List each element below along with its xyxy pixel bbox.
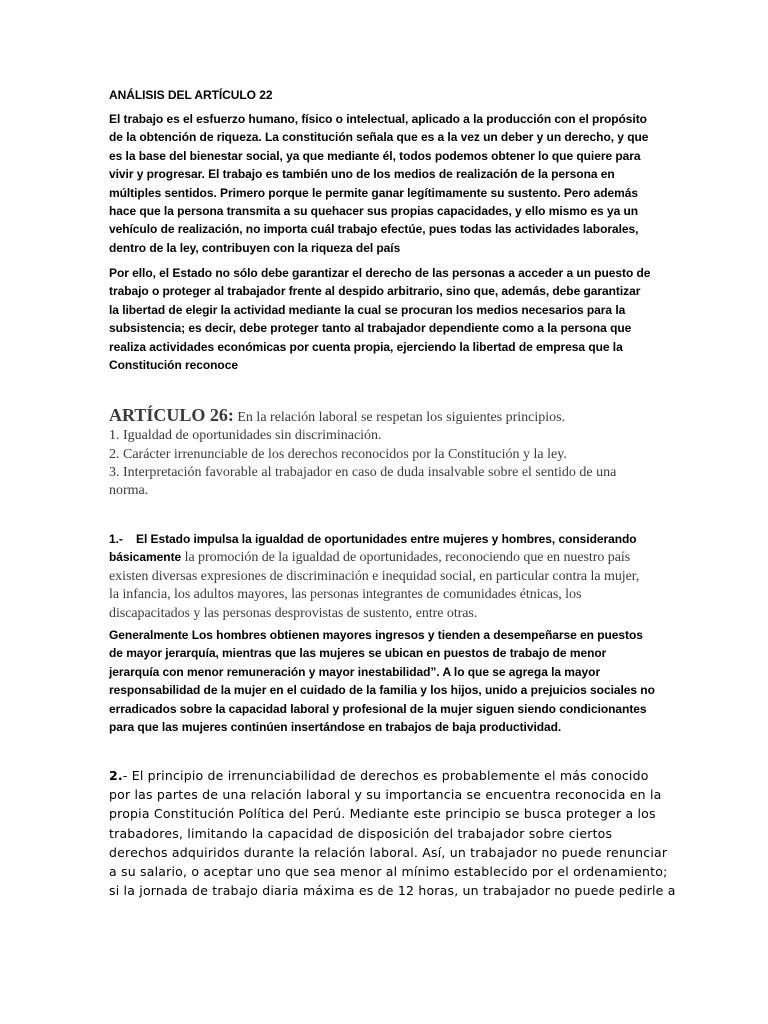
text-line: de mayor jerarquía, mientras que las mujeres se ubican en puestos de trabajo de menor bbox=[109, 646, 607, 661]
text-line: jerarquía con menor remuneración y mayor inestabilidad”. A lo que se agrega la mayor bbox=[109, 664, 601, 679]
text-line: derechos adquiridos durante la relación laboral. Así, un trabajador no puede renunciar bbox=[109, 844, 668, 860]
text-line: Generalmente Los hombres obtienen mayores ingresos y tienden a desempeñarse en puestos bbox=[109, 628, 643, 642]
text-line: de la obtención de riqueza. La constitución señala que es a la vez un deber y un derecho, y que bbox=[109, 130, 649, 145]
paragraph-articulo-22 bbox=[109, 110, 661, 257]
text-line: El trabajo es el esfuerzo humano, físico o intelectual, aplicado a la producción con el propósito bbox=[109, 112, 647, 126]
text-line: Por ello, el Estado no sólo debe garantizar el derecho de las personas a acceder a un puesto de bbox=[109, 266, 651, 280]
text-line: existen diversas expresiones de discriminación e inequidad social, en particular contra la mujer, bbox=[109, 568, 640, 584]
text-line: es la base del bienestar social, ya que mediante él, todos podemos obtener lo que quiere para bbox=[109, 148, 641, 163]
principle-item: 3. Interpretación favorable al trabajador en caso de duda insalvable sobre el sentido de una bbox=[109, 464, 617, 480]
paragraph-generalmente bbox=[109, 626, 661, 736]
paragraph-point-1 bbox=[109, 530, 661, 623]
text-line: la libertad de elegir la actividad mediante la cual se procuran los medios necesarios para la bbox=[109, 302, 626, 317]
text-line: responsabilidad de la mujer en el cuidado de la familia y los hijos, unido a prejuicios sociales no bbox=[109, 683, 655, 698]
text-line: hace que la persona transmita a su quehacer sus propias capacidades, y ello mismo es ya un bbox=[109, 204, 639, 219]
text-line: vivir y progresar. El trabajo es también uno de los medios de realización de la persona en bbox=[109, 167, 615, 182]
paragraph-point-2 bbox=[109, 766, 676, 900]
text-line: vehículo de realización, no importa cuál trabajo efectúe, pues todas las actividades laborales, bbox=[109, 222, 639, 237]
text-line: trabajo o proteger al trabajador frente al despido arbitrario, sino que, además, debe garantizar bbox=[109, 284, 641, 299]
text-line: por las partes de una relación laboral y su importancia se encuentra reconocida en la bbox=[109, 787, 662, 803]
text-line: Constitución reconoce bbox=[109, 358, 238, 373]
text-line: múltiples sentidos. Primero porque le permite ganar legítimamente su sustento. Pero además bbox=[109, 185, 638, 200]
articulo-26-intro: En la relación laboral se respetan los siguientes principios. bbox=[233, 410, 566, 425]
articulo-26-heading-line bbox=[109, 406, 661, 427]
paragraph-estado bbox=[109, 264, 661, 374]
text-line: subsistencia; es decir, debe proteger tanto al trabajador dependiente como a la persona que bbox=[109, 321, 632, 336]
text-line: trabadores, limitando la capacidad de disposición del trabajador sobre ciertos bbox=[109, 825, 613, 841]
text-line: erradicados sobre la capacidad laboral y profesional de la mujer siguen siendo condicionantes bbox=[109, 701, 647, 716]
text-line: propia Constitución Política del Perú. Mediante este principio se busca proteger a los bbox=[109, 806, 656, 822]
text-segment: la promoción de la igualdad de oportunidades, reconociendo que en nuestro país bbox=[181, 550, 631, 566]
text-line: la infancia, los adultos mayores, las personas integrantes de comunidades étnicas, los bbox=[109, 587, 582, 603]
articulo-26-heading: ARTÍCULO 26: bbox=[109, 405, 234, 425]
text-line: discapacitados y las personas desprovistas de sustento, entre otras. bbox=[109, 605, 478, 621]
principle-item: 1. Igualdad de oportunidades sin discriminación. bbox=[109, 428, 382, 444]
text-segment: - El principio de irrenunciabilidad de derechos es probablemente el más conocido bbox=[122, 768, 649, 783]
text-line: a su salario, o aceptar uno que sea menor al mínimo establecido por el ordenamiento; bbox=[109, 864, 668, 880]
bold-word: básicamente bbox=[109, 550, 182, 565]
section-title: ANÁLISIS DEL ARTÍCULO 22 bbox=[109, 88, 273, 102]
text-line: para que las mujeres continúen insertándose en trabajos de baja productividad. bbox=[109, 720, 562, 735]
articulo-26 bbox=[109, 406, 661, 500]
text-line bbox=[109, 548, 661, 567]
point-number: 2. bbox=[109, 768, 123, 783]
text-line: dentro de la ley, contribuyen con la riqueza del país bbox=[109, 240, 401, 255]
principle-item: norma. bbox=[109, 483, 149, 499]
text-line: 1.- El Estado impulsa la igualdad de oportunidades entre mujeres y hombres, considerando bbox=[109, 532, 637, 546]
text-line: si la jornada de trabajo diaria máxima es de 12 horas, un trabajador no puede pedirle a bbox=[109, 883, 676, 899]
principle-item: 2. Carácter irrenunciable de los derechos reconocidos por la Constitución y la ley. bbox=[109, 446, 567, 462]
text-line: realiza actividades económicas por cuenta propia, ejerciendo la libertad de empresa que la bbox=[109, 339, 623, 354]
text-line bbox=[109, 766, 661, 785]
